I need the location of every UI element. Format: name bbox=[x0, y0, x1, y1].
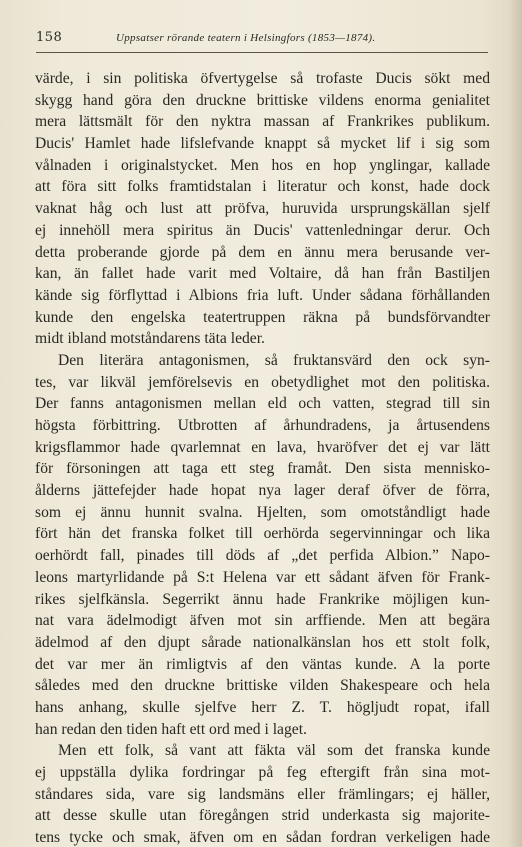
text-line: tes, var likväl jemförelsevis en obetydlighet mot den politiska. bbox=[35, 373, 490, 391]
text-line: kan, än fallet hade varit med Voltaire, då han från Bastiljen bbox=[35, 265, 490, 283]
body-text bbox=[35, 68, 490, 847]
text-line: midt ibland motståndarens täta leder. bbox=[35, 330, 265, 348]
page-edge-shadow bbox=[508, 0, 522, 847]
text-line: kunde den engelska teatertruppen räkna på bundsförvandter bbox=[35, 308, 490, 326]
text-line: han redan den tiden haft ett ord med i laget. bbox=[35, 720, 307, 738]
header-rule bbox=[36, 52, 488, 53]
text-line: ej innehöll mera spiritus än Ducis' vattenledningar derur. Och bbox=[35, 221, 490, 239]
text-line: värde, i sin politiska öfvertygelse så trofaste Ducis sökt med bbox=[35, 70, 490, 87]
text-line: att desse skulle utan föregången strid underkasta sig majorite- bbox=[35, 807, 490, 825]
text-line: mera lättsmält för den nyktra massan af Frankrikes publikum. bbox=[35, 113, 490, 131]
text-line: vaknat håg och lust att pröfva, huruvida ursprungskällan sjelf bbox=[35, 200, 490, 218]
text-line: oerhördt fall, pinades till döds af „det perfida Albion.” Napo- bbox=[35, 547, 490, 565]
text-line: Der fanns antagonismen mellan eld och vatten, stegrad till sin bbox=[35, 395, 490, 413]
text-line: nat vara ädelmodigt äfven mot sin arffiende. Men att begära bbox=[35, 612, 490, 630]
text-line: som ej ännu hunnit svalna. Hjelten, som omotståndligt hade bbox=[35, 503, 490, 521]
text-line: fört hän det franska folket till oerhörda segervinningar och lika bbox=[35, 525, 490, 543]
text-line: hans anhang, skulle sjelfve herr Z. T. högljudt ropat, ifall bbox=[35, 698, 490, 716]
text-line: ädelmod af den djupt sårade nationalkänslan hos ett stolt folk, bbox=[35, 633, 490, 651]
text-line: ej uppställa dylika fordringar på feg eftergift från sina mot- bbox=[35, 764, 490, 781]
text-line: leons martyrlidande på S:t Helena var ett sådant äfven för Frank- bbox=[35, 568, 490, 586]
text-line: ståndares sida, vare sig landsmäns eller främlingars; ej häller, bbox=[35, 785, 490, 803]
text-line: för försoningen att taga ett steg framåt. Den sista mennisko- bbox=[35, 460, 490, 478]
text-line: högsta förbittring. Utbrotten af århundradens, ja årtusendens bbox=[35, 417, 490, 434]
text-line: skygg hand göra den druckne brittiske vildens enorma genialitet bbox=[35, 91, 490, 109]
page-number: 158 bbox=[36, 30, 63, 45]
text-line: Men ett folk, så vant att fäkta väl som det franska kunde bbox=[58, 742, 490, 760]
text-line: tens tycke och smak, äfven om en sådan fordran verkeligen hade bbox=[35, 829, 490, 847]
text-line: krigsflammor hade qvarlemnat en lava, hvaröfver det ej var lätt bbox=[35, 438, 490, 456]
text-line: det var mer än rimligtvis af den väntas kunde. A la porte bbox=[35, 655, 490, 673]
text-line: Ducis' Hamlet hade lifslefvande knappt så mycket lif i sig som bbox=[35, 135, 490, 153]
text-line: således med den druckne brittiske vilden Shakespeare och hela bbox=[35, 677, 490, 695]
running-head: Uppsatser rörande teatern i Helsingfors (1853—1874). bbox=[116, 32, 376, 44]
text-line: vålnaden i originalstycket. Men hos en hop ynglingar, kallade bbox=[35, 156, 490, 174]
text-line: att föra sitt folks framtidstalan i literatur och konst, hade dock bbox=[35, 178, 490, 196]
text-line: Den literära antagonismen, så fruktansvärd den ock syn- bbox=[58, 351, 490, 369]
text-line: ålderns jättefejder hade hopat nya lager deraf öfver de förra, bbox=[35, 482, 490, 500]
text-line: rikes sjelfkänsla. Segerrikt ännu hade Frankrike möjligen kun- bbox=[35, 590, 490, 608]
text-line: kände sig förflyttad i Albions fria luft. Under sådana förhållanden bbox=[35, 286, 490, 304]
text-line: detta proberande gjorde på dem en ännu mera berusande ver- bbox=[35, 243, 490, 261]
page-header bbox=[36, 30, 488, 50]
